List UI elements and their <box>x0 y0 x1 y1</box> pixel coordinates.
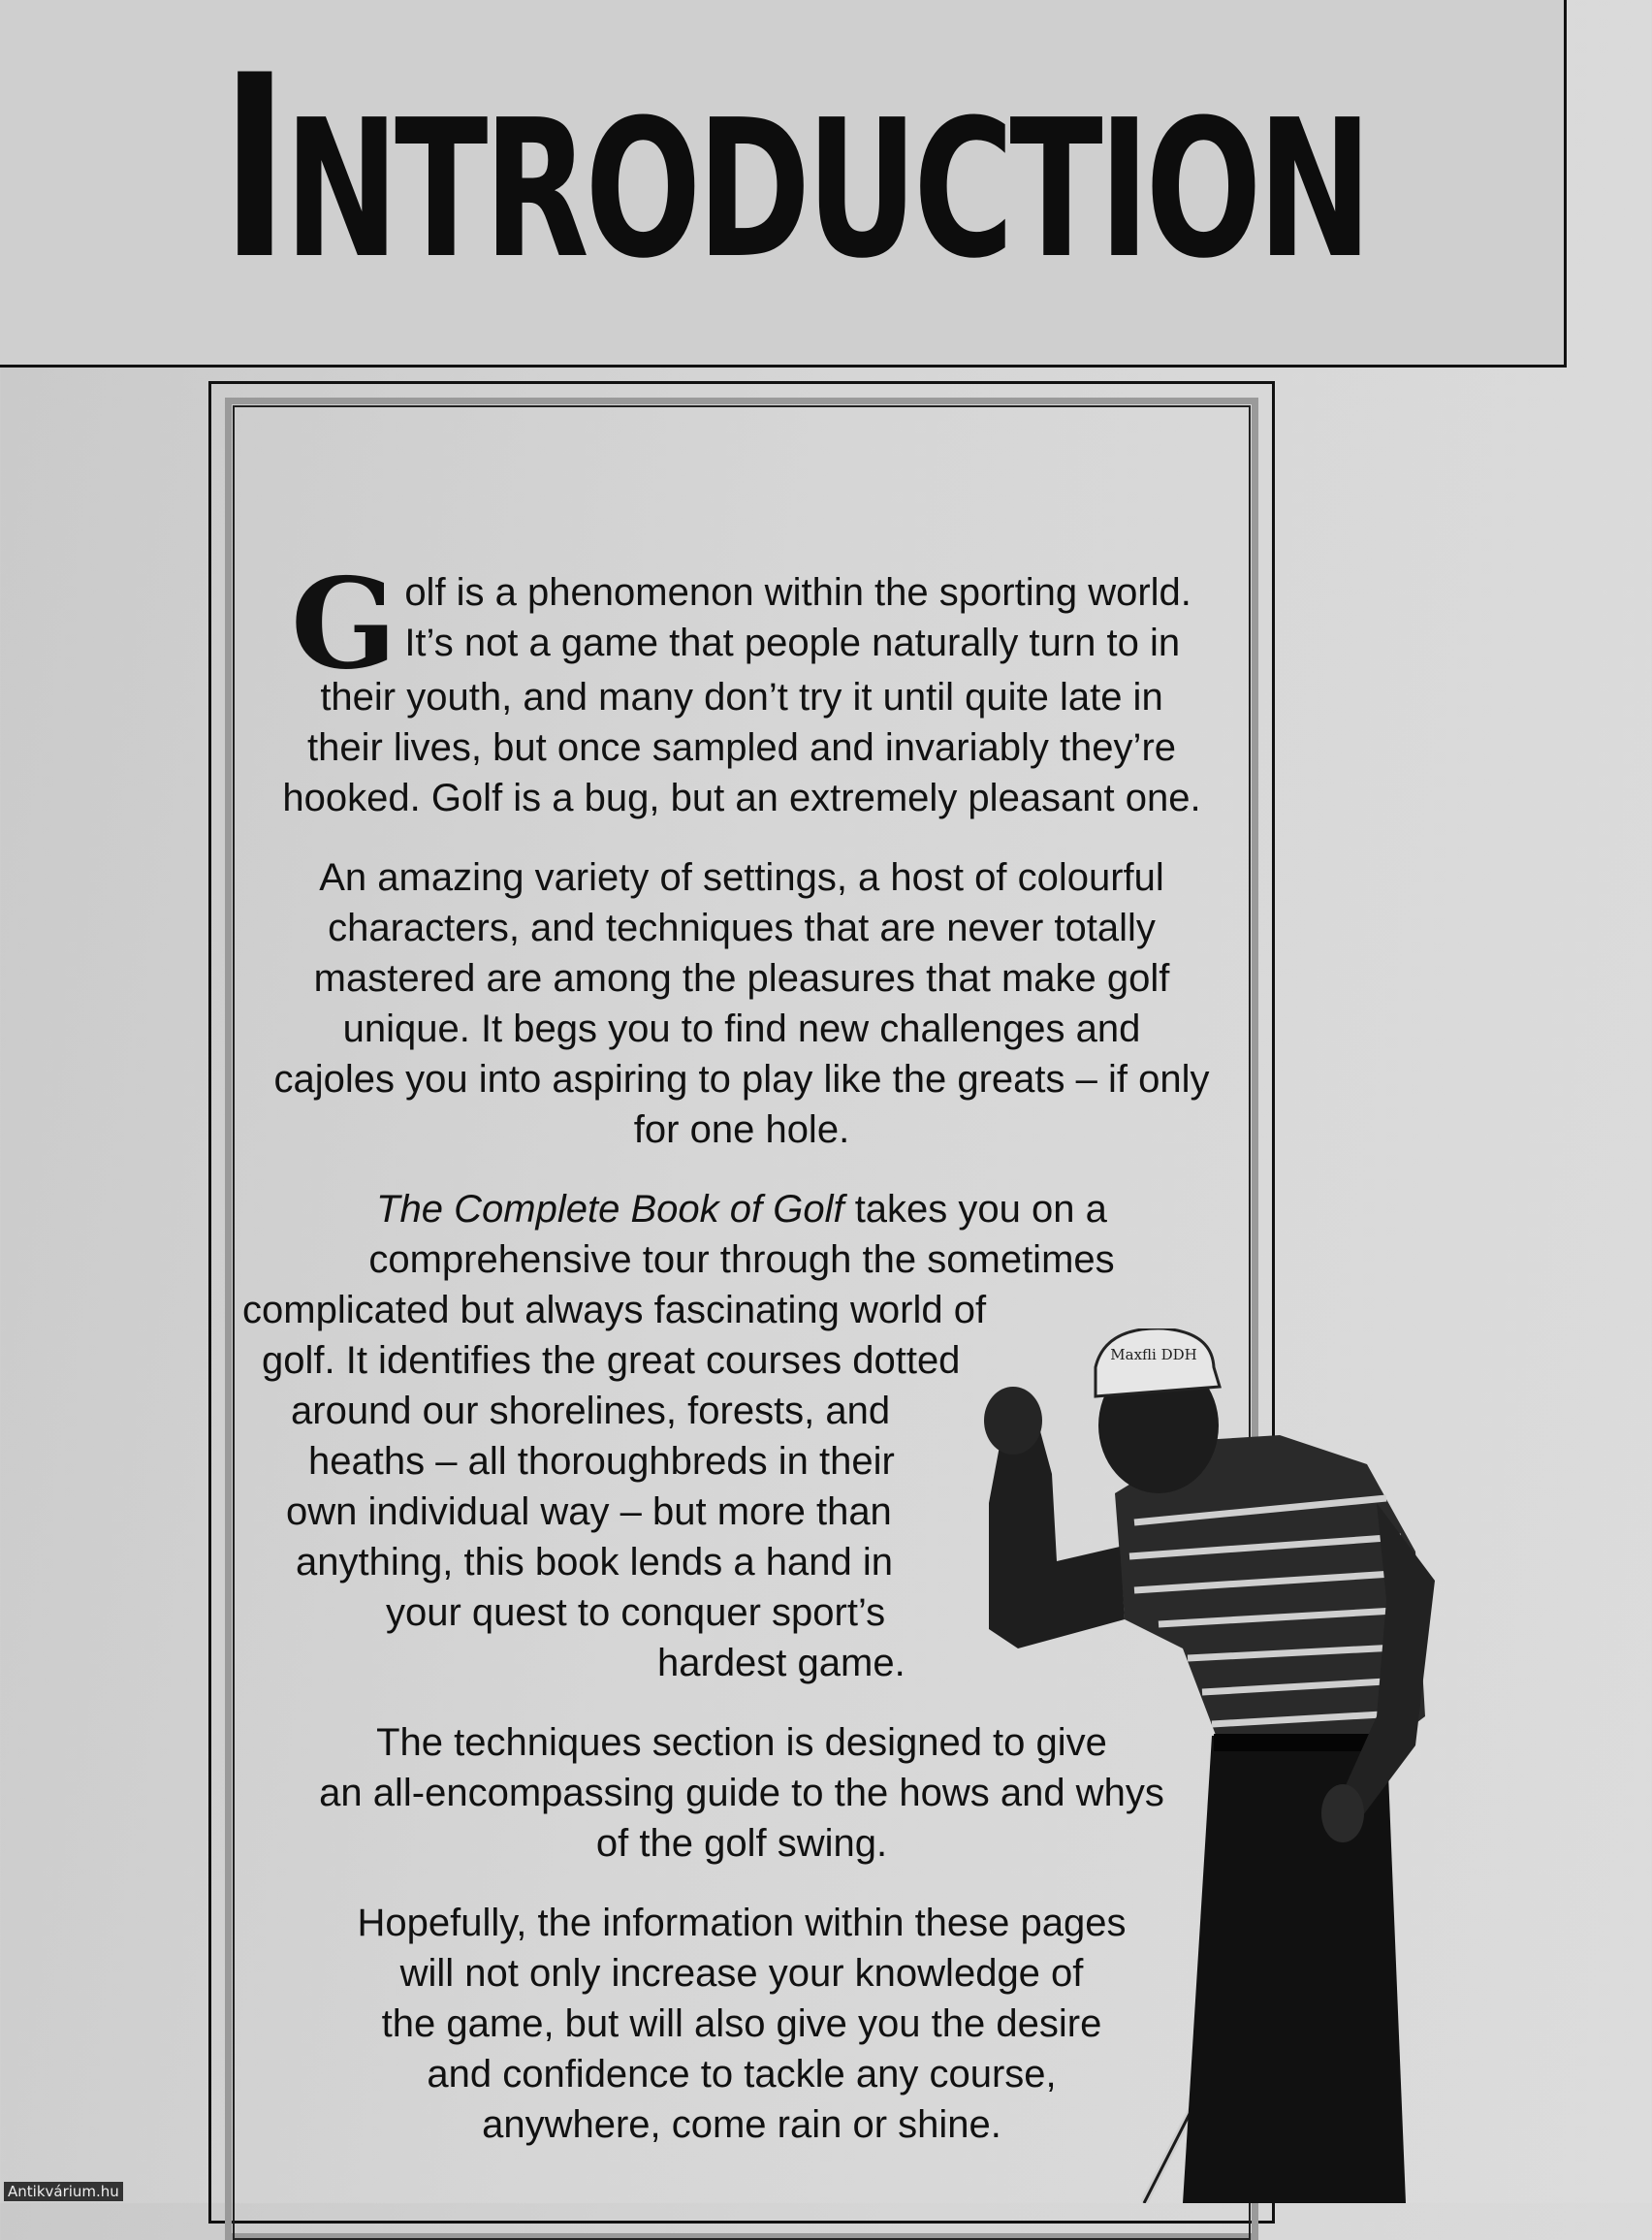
p1-line-4: their lives, but once sampled and invariably they’re <box>306 726 1177 769</box>
p2-line-1: An amazing variety of settings, a host of colourful <box>319 856 1164 899</box>
p3-line-2: comprehensive tour through the sometimes <box>368 1238 1115 1281</box>
p5-line-3: the game, but will also give you the desire <box>381 2002 1102 2045</box>
p3-line-10: hardest game. <box>657 1642 905 1684</box>
p3-line-3: complicated but always fascinating world of <box>242 1289 987 1331</box>
p1-line-5: hooked. Golf is a bug, but an extremely pleasant one. <box>282 777 1201 819</box>
cap-logo-text: Maxfli DDH <box>1110 1346 1197 1363</box>
p2-line-4: unique. It begs you to find new challenges and <box>342 1008 1141 1050</box>
book-title: The Complete Book of Golf <box>376 1188 844 1231</box>
p5-line-4: and confidence to tackle any course, <box>427 2053 1057 2096</box>
p3-line-1: The Complete Book of Golf takes you on a <box>376 1188 1107 1231</box>
p3-line-5: around our shorelines, forests, and <box>291 1390 891 1432</box>
p2-line-2: characters, and techniques that are never totally <box>328 907 1156 949</box>
p4-line-1: The techniques section is designed to give <box>376 1721 1107 1764</box>
golfer-photo <box>960 1328 1464 2203</box>
p4-line-2: an all-encompassing guide to the hows and whys <box>319 1772 1164 1814</box>
p4-line-3: of the golf swing. <box>595 1822 888 1865</box>
p3-line-6: heaths – all thoroughbreds in their <box>308 1440 895 1483</box>
p1-line-1: olf is a phenomenon within the sporting world. <box>404 571 1191 614</box>
golfer-arm <box>989 1421 1125 1648</box>
p3-line-4: golf. It identifies the great courses dotted <box>262 1339 961 1382</box>
page-title: INTRODUCTION <box>221 22 1368 315</box>
golfer-fist <box>984 1387 1042 1455</box>
p3-line-7: own individual way – but more than <box>286 1490 892 1533</box>
p5-line-1: Hopefully, the information within these pages <box>357 1902 1127 1944</box>
p5-line-5: anywhere, come rain or shine. <box>482 2103 1001 2146</box>
p1-line-3: their youth, and many don’t try it until quite late in <box>320 676 1163 719</box>
p3-line-8: anything, this book lends a hand in <box>296 1541 893 1584</box>
site-watermark: Antikvárium.hu <box>4 2182 123 2201</box>
p2-line-6: for one hole. <box>633 1108 850 1151</box>
p3-line-9: your quest to conquer sport’s <box>386 1591 886 1634</box>
drop-cap: G <box>291 552 397 697</box>
p2-line-5: cajoles you into aspiring to play like the greats – if only <box>273 1058 1210 1101</box>
p2-line-3: mastered are among the pleasures that make golf <box>313 957 1170 1000</box>
p5-line-2: will not only increase your knowledge of <box>399 1952 1084 1995</box>
paragraph-2 <box>242 852 1241 1155</box>
p1-line-2: It’s not a game that people naturally turn to in <box>404 622 1181 664</box>
paragraph-1 <box>262 552 1241 823</box>
